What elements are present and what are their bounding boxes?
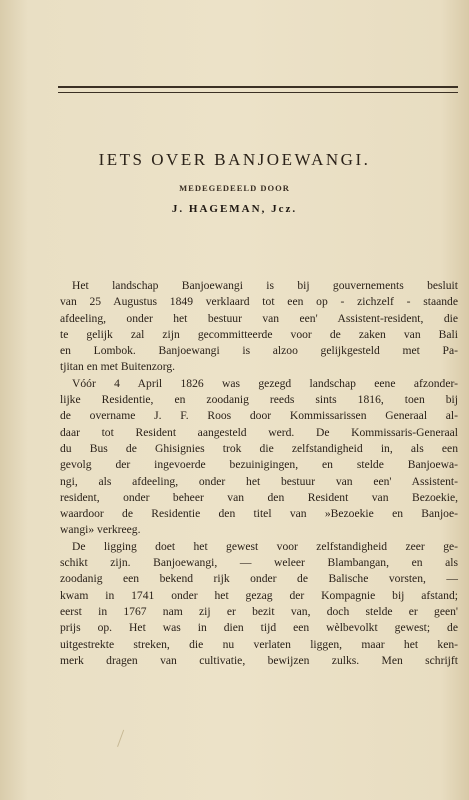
body-line: daar tot Resident aangesteld werd. De Kommissaris-Generaal xyxy=(60,425,458,439)
body-line: en Lombok. Banjoewangi is alzoo gelijkgesteld met Pa- xyxy=(60,344,458,358)
body-line: schikt zijn. Banjoewangi, — weleer Blambangan, en als xyxy=(60,556,458,570)
body-line: tjitan en met Buitenzorg. xyxy=(60,360,176,374)
body-line: te gelijk zal zijn gecommitteerde voor de zaken van Bali xyxy=(60,327,458,341)
body-line: zoodanig een bekend rijk onder de Balische vorsten, — xyxy=(60,572,458,586)
body-text xyxy=(60,278,458,669)
article-author: J. HAGEMAN, Jcz. xyxy=(171,203,298,215)
paper-mark xyxy=(117,730,128,749)
body-line: van 25 Augustus 1849 verklaard tot een op - zichzelf - staande xyxy=(60,295,458,309)
header-rule-thin xyxy=(58,92,458,93)
body-line: du Bus de Ghisignies trok die zelfstandigheid in, als een xyxy=(60,441,458,455)
body-line: ngi, als afdeeling, onder het bestuur van een' Assistent- xyxy=(60,474,458,488)
body-line: wangi» verkreeg. xyxy=(60,523,141,537)
body-line: Het landschap Banjoewangi is bij gouvernements besluit xyxy=(72,279,458,292)
body-line: de overname J. F. Roos door Kommissarissen Generaal al- xyxy=(60,409,458,423)
body-line: Vóór 4 April 1826 was gezegd landschap eene afzonder- xyxy=(72,376,458,390)
body-line: kwam in 1741 onder het gezag der Kompagnie bij afstand; xyxy=(60,588,458,602)
body-line: gevolg der ingevoerde bezuinigingen, en stelde Banjoewa- xyxy=(60,458,458,472)
article-title: IETS OVER BANJOEWANGI. xyxy=(98,150,371,169)
article-subtitle: MEDEGEDEELD DOOR xyxy=(179,183,290,193)
body-line: lijke Residentie, en zoodanig reeds sints 1816, toen bij xyxy=(60,393,458,407)
body-line: prijs op. Het was in dien tijd een wèlbevolkt gewest; de xyxy=(60,621,458,635)
body-line: waardoor de Residentie den titel van »Bezoekie en Banjoe- xyxy=(60,507,458,521)
body-line: eerst in 1767 nam zij er bezit van, doch stelde er geen' xyxy=(60,604,458,618)
header-rule-thick xyxy=(58,86,458,88)
body-line: merk dragen van cultivatie, bewijzen zulks. Men schrijft xyxy=(60,653,458,667)
body-line: afdeeling, onder het bestuur van een' Assistent-resident, die xyxy=(60,311,458,325)
body-line: uitgestrekte streken, die nu verlaten liggen, maar het ken- xyxy=(60,637,458,651)
body-line: De ligging doet het gewest voor zelfstandigheid zeer ge- xyxy=(72,539,458,553)
body-line: resident, onder beheer van den Resident van Bezoekie, xyxy=(60,490,458,504)
